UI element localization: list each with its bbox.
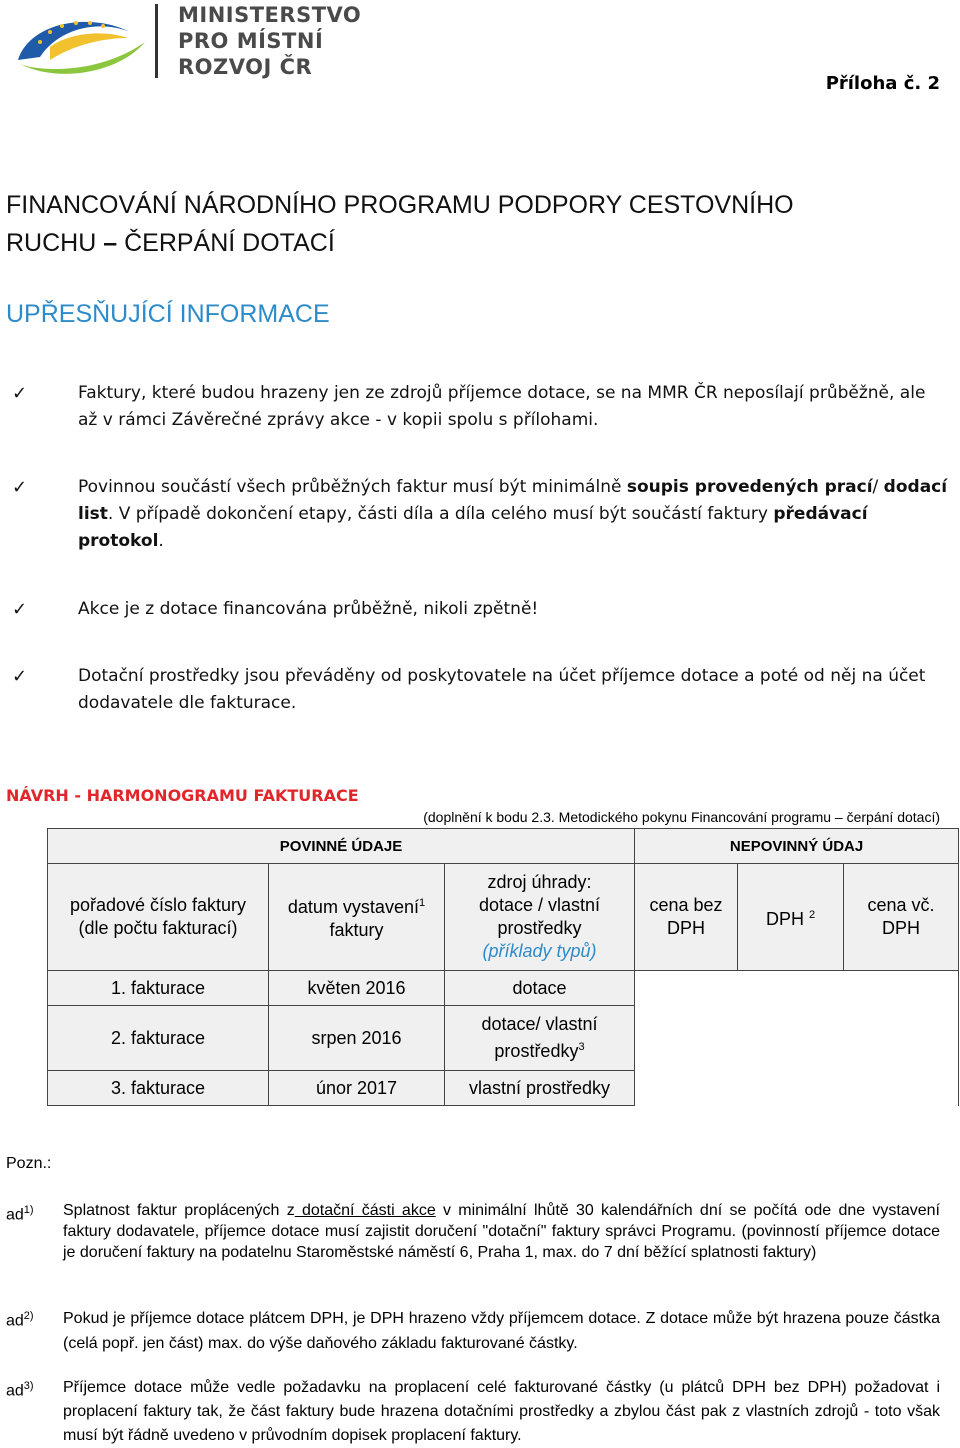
cell-empty xyxy=(635,1006,959,1071)
cell-invoice-number: 3. fakturace xyxy=(48,1071,269,1106)
table-column-header-row xyxy=(48,864,959,971)
group-header-required: POVINNÉ ÚDAJE xyxy=(48,829,635,864)
table-row xyxy=(48,971,959,1006)
title-part: ČERPÁNÍ DOTACÍ xyxy=(124,229,335,257)
annex-label: Příloha č. 2 xyxy=(825,73,940,94)
header-text: DPH xyxy=(765,908,804,929)
header-text: cena bez xyxy=(649,895,723,915)
bullet-text-part: Povinnou součástí všech průběžných faktur musí být minimálně xyxy=(78,477,627,497)
footnote-text: Pokud je příjemce dotace plátcem DPH, je DPH hrazeno vždy příjemcem dotace. Z dotace může být hrazena pouze částka (celá popř. jen část) max. do výše daňového základu fakturované částky. xyxy=(63,1310,940,1352)
bullet-item xyxy=(12,596,948,623)
ministry-name-line: ROZVOJ ČR xyxy=(178,55,313,79)
footnote-label xyxy=(6,1306,34,1331)
cell-issue-date: květen 2016 xyxy=(269,971,445,1006)
bullet-item xyxy=(12,663,948,717)
ministry-name-line: MINISTERSTVO xyxy=(178,3,362,27)
schedule-note: (doplnění k bodu 2.3. Metodického pokynu Financování programu – čerpání dotací) xyxy=(423,809,940,825)
bullet-text-bold: předávací protokol xyxy=(78,504,868,551)
checkmark-icon: ✓ xyxy=(12,666,28,687)
footnote-label-text: ad xyxy=(6,1382,24,1400)
checkmark-icon: ✓ xyxy=(12,477,28,498)
cell-payment-source xyxy=(445,1006,635,1071)
logo-divider xyxy=(155,4,158,78)
checkmark-icon: ✓ xyxy=(12,599,28,620)
table-group-header-row xyxy=(48,829,959,864)
footnote-ref: 2 xyxy=(808,908,816,921)
cell-text: dotace/ vlastní prostředky xyxy=(481,1014,598,1061)
header-text: pořadové číslo faktury xyxy=(69,895,247,915)
title-dash: – xyxy=(103,229,118,257)
bullet-item xyxy=(12,474,948,555)
footnote-number: 1) xyxy=(23,1204,34,1216)
column-header-issue-date xyxy=(269,864,445,971)
header-text: faktury xyxy=(329,920,384,940)
invoicing-schedule-table xyxy=(47,828,959,1106)
section-subtitle: UPŘESŇUJÍCÍ INFORMACE xyxy=(6,300,330,328)
header-text: zdroj úhrady: xyxy=(487,872,592,892)
header-text: datum vystavení xyxy=(287,897,419,917)
bullet-text-bold: dodací list xyxy=(78,477,948,524)
cell-empty xyxy=(635,971,959,1006)
cell-payment-source: vlastní prostředky xyxy=(445,1071,635,1106)
footnote-1 xyxy=(6,1200,940,1263)
footnote-number: 3) xyxy=(23,1380,34,1392)
header-text: DPH xyxy=(667,918,706,938)
footnote-ref: 3 xyxy=(578,1041,585,1053)
header-text: DPH xyxy=(882,918,921,938)
footnote-2 xyxy=(6,1306,940,1356)
column-header-vat xyxy=(738,864,844,971)
cell-invoice-number: 2. fakturace xyxy=(48,1006,269,1071)
footnote-number: 2) xyxy=(23,1310,34,1322)
cell-invoice-number: 1. fakturace xyxy=(48,971,269,1006)
bullet-text-bold: soupis provedených prací xyxy=(626,477,873,497)
footnote-text xyxy=(63,1200,940,1263)
cell-issue-date: srpen 2016 xyxy=(269,1006,445,1071)
footnote-label xyxy=(6,1376,34,1401)
title-line-1: FINANCOVÁNÍ NÁRODNÍHO PROGRAMU PODPORY CESTOVNÍHO xyxy=(6,191,794,219)
header-text: cena vč. xyxy=(867,895,935,915)
bullet-text: Akce je z dotace financována průběžně, nikoli zpětně! xyxy=(78,599,539,619)
checkmark-icon: ✓ xyxy=(12,383,28,404)
column-header-price-incl-vat xyxy=(844,864,959,971)
ministry-name-line: PRO MÍSTNÍ xyxy=(178,29,324,53)
header-text: (dle počtu fakturací) xyxy=(78,918,238,938)
table-row xyxy=(48,1006,959,1071)
header-text: prostředky xyxy=(497,918,582,938)
footnote-label xyxy=(6,1200,34,1225)
notes-heading: Pozn.: xyxy=(6,1155,52,1172)
footnote-text: Příjemce dotace může vedle požadavku na proplacení celé fakturované částky (u plátců DPH bez DPH) požadovat i proplacení faktury tak, že část faktury bude hrazena dotačními prostředky a zbylou část pak z vlastních zdrojů - toto však musí být řádně uvedeno v průvodním dopisek proplacení faktury. xyxy=(63,1379,940,1444)
cell-payment-source: dotace xyxy=(445,971,635,1006)
footnote-label-text: ad xyxy=(6,1206,24,1224)
bullet-item xyxy=(12,380,948,434)
document-title xyxy=(6,186,794,262)
footnote-text-underlined: dotační části akce xyxy=(294,1202,436,1219)
cell-empty xyxy=(635,1071,959,1106)
bullet-text xyxy=(78,474,948,555)
column-header-payment-source xyxy=(445,864,635,971)
column-header-invoice-number xyxy=(48,864,269,971)
title-part: RUCHU xyxy=(6,229,97,257)
title-line-2 xyxy=(6,224,794,262)
bullet-text: Dotační prostředky jsou převáděny od poskytovatele na účet příjemce dotace a poté od něj na účet dodavatele dle fakturace. xyxy=(78,666,926,713)
ministry-name xyxy=(178,2,361,80)
header-text: dotace / vlastní xyxy=(478,895,601,915)
schedule-title: NÁVRH - HARMONOGRAMU FAKTURACE xyxy=(6,786,359,805)
bullet-text: Faktury, které budou hrazeny jen ze zdrojů příjemce dotace, se na MMR ČR neposílají průběžně, ale až v rámci Závěrečné zprávy akce - v kopii spolu s přílohami. xyxy=(78,383,926,430)
bullet-text-part: . xyxy=(158,531,164,551)
footnote-label-text: ad xyxy=(6,1312,24,1330)
bullet-text-part: . V případě dokončení etapy, části díla a díla celého musí být součástí faktury xyxy=(107,504,774,524)
footnote-3 xyxy=(6,1376,940,1448)
footnote-text-part: v minimální lhůtě 30 kalendářních dní se počítá ode dne vystavení faktury dodavatele, příjemce dotace musí zajistit doručení "dotační" faktury správci Programu. (povinností příjemce dotace je doručení faktury na podatelnu Staroměstské náměstí 6, Praha 1, max. do 7 dní běžící splatnosti faktury) xyxy=(63,1202,940,1261)
footnote-ref: 1 xyxy=(418,897,426,909)
group-header-optional: NEPOVINNÝ ÚDAJ xyxy=(635,829,959,864)
footnote-text-part: Splatnost faktur proplácených z xyxy=(63,1202,295,1219)
column-header-price-excl-vat xyxy=(635,864,738,971)
bullet-text-part: / xyxy=(872,477,884,497)
cell-issue-date: únor 2017 xyxy=(269,1071,445,1106)
table-row xyxy=(48,1071,959,1106)
header-example-text: (příklady typů) xyxy=(482,941,597,961)
